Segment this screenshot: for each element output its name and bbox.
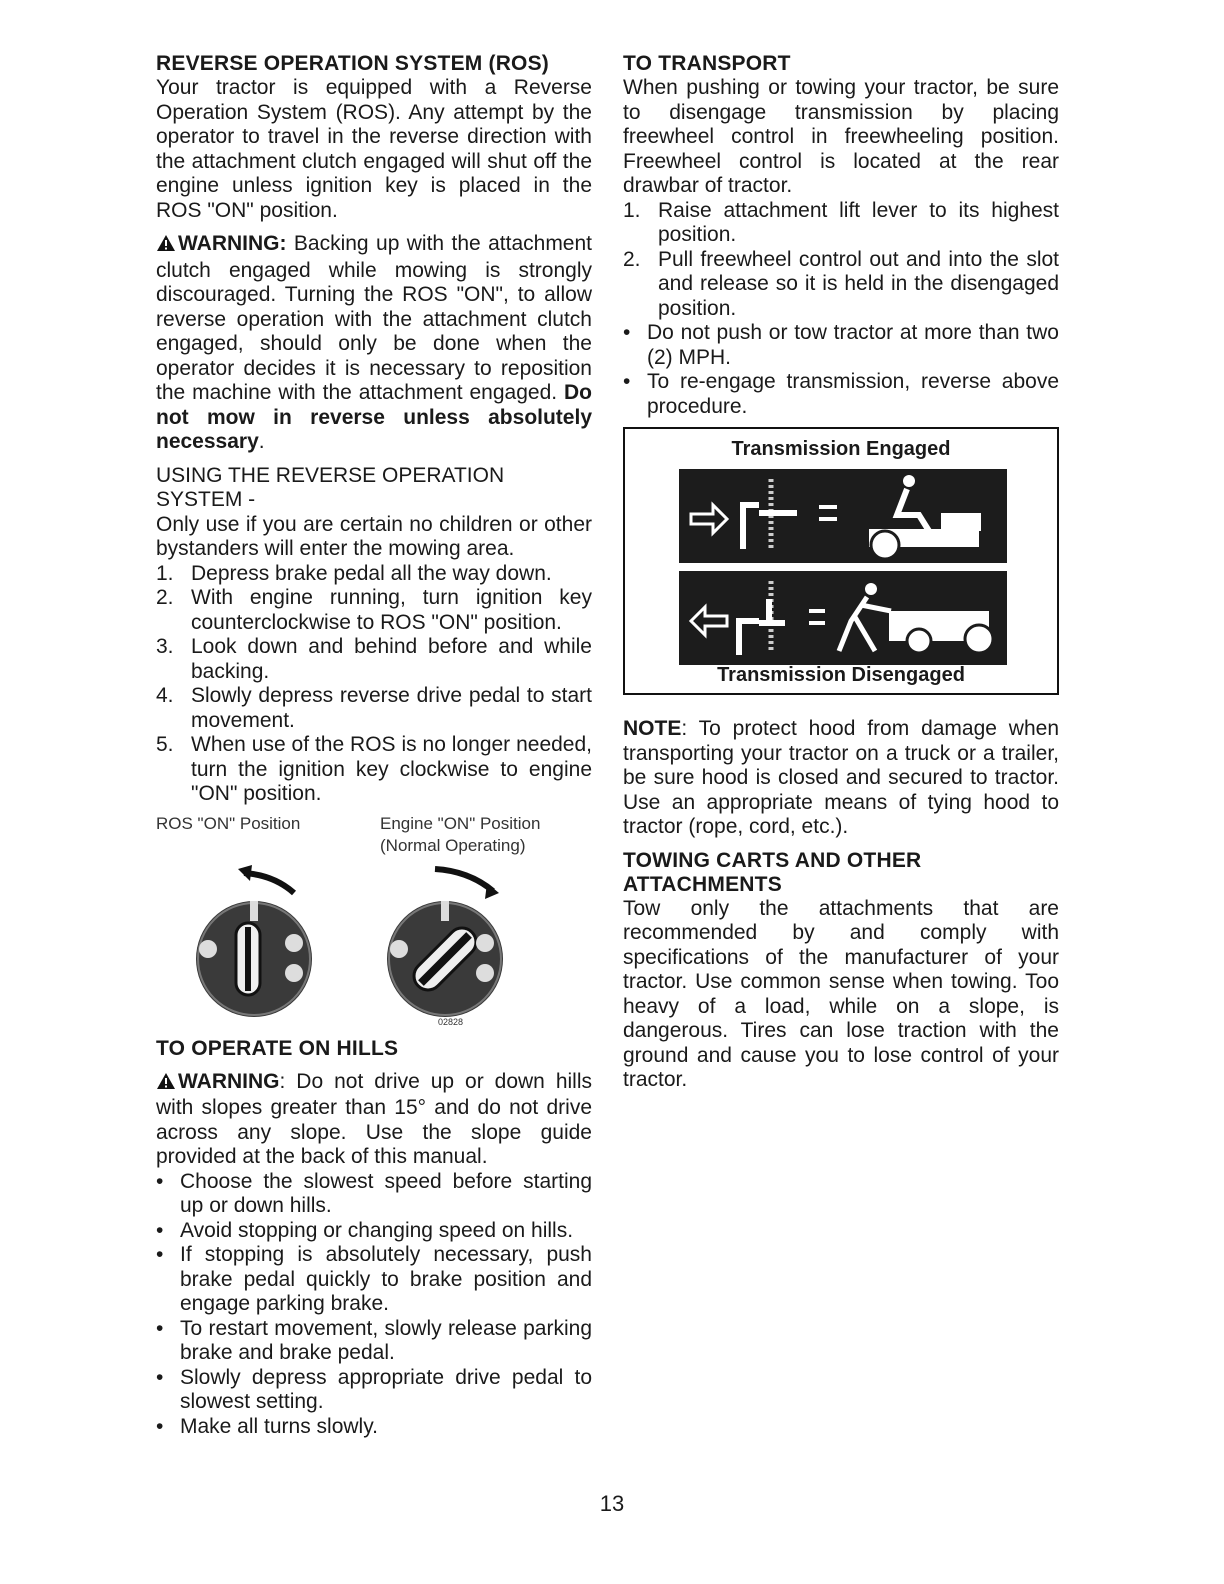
step-number: 3. <box>156 635 174 658</box>
figure-code: 02828 <box>438 1016 464 1027</box>
bullet-text: Avoid stopping or changing speed on hills. <box>180 1218 574 1242</box>
step-text: Slowly depress reverse drive pedal to start movement. <box>191 684 592 732</box>
transport-heading: TO TRANSPORT <box>623 52 791 75</box>
step-number: 5. <box>156 733 174 756</box>
list-item <box>623 199 1059 248</box>
using-ros-heading: USING THE REVERSE OPERATION SYSTEM - <box>156 463 505 511</box>
list-item <box>623 248 1059 322</box>
list-item <box>156 733 592 807</box>
ros-warning-label: WARNING: <box>178 232 287 255</box>
list-item <box>156 586 592 635</box>
hills-warning-text: : Do not drive up or down hills with slopes greater than 15° and do not drive across any slope. Use the slope guide provided at the back of this manual. <box>156 1069 592 1168</box>
bullet-text: To re-engage transmission, reverse above procedure. <box>647 370 1059 418</box>
bullet-text: Slowly depress appropriate drive pedal to slowest setting. <box>180 1365 592 1413</box>
step-text: When use of the ROS is no longer needed, turn the ignition key clockwise to engine "ON" position. <box>191 733 592 805</box>
ros-heading: REVERSE OPERATION SYSTEM (ROS) <box>156 52 549 75</box>
bullet-text: Do not push or tow tractor at more than two (2) MPH. <box>647 321 1059 369</box>
step-number: 4. <box>156 684 174 707</box>
list-item <box>156 684 592 733</box>
hills-warning <box>156 1070 592 1170</box>
transport-intro: When pushing or towing your tractor, be sure to disengage transmission by placing freewheel control in freewheeling position. Freewheel control is located at the rear drawbar of tractor. <box>623 76 1059 197</box>
bullet-text: To restart movement, slowly release parking brake and brake pedal. <box>180 1316 592 1364</box>
ros-intro: Your tractor is equipped with a Reverse Operation System (ROS). Any attempt by the operator to travel in the reverse direction with the attachment clutch engaged will shut off the engine unless ignition key is placed in the ROS "ON" position. <box>156 76 592 222</box>
hills-bullets <box>156 1170 592 1440</box>
transport-bullets <box>623 321 1059 419</box>
warning-triangle-icon <box>156 1072 176 1097</box>
ros-warning <box>156 232 592 455</box>
step-number: 1. <box>623 198 641 222</box>
transport-steps <box>623 199 1059 322</box>
ignition-dials-figure <box>156 861 592 1031</box>
list-item <box>156 562 592 587</box>
ros-warning-bold: Do not mow in reverse unless absolutely necessary <box>156 381 592 453</box>
step-text: With engine running, turn ignition key counterclockwise to ROS "ON" position. <box>191 586 592 634</box>
engine-on-ignition-dial-icon <box>381 861 511 1021</box>
transmission-engaged-icon <box>679 469 1007 563</box>
step-text: Pull freewheel control out and into the slot and release so it is held in the disengaged position. <box>658 247 1059 320</box>
list-item: • To restart movement, slowly release parking brake and brake pedal. <box>156 1316 592 1364</box>
list-item: • Choose the slowest speed before starting up or down hills. <box>156 1169 592 1217</box>
warning-triangle-icon <box>156 234 176 259</box>
ros-on-ignition-dial-icon <box>194 861 314 1021</box>
list-item: • To re-engage transmission, reverse above procedure. <box>623 370 1059 418</box>
towing-heading: TOWING CARTS AND OTHER ATTACHMENTS <box>623 848 922 896</box>
step-number: 1. <box>156 561 174 585</box>
note-label: NOTE <box>623 717 682 740</box>
transmission-engaged-panel <box>679 469 1007 563</box>
transmission-engaged-label: Transmission Engaged <box>731 438 951 460</box>
ros-warning-text: Backing up with the attachment clutch engaged while mowing is strongly discouraged. Turning the ROS "ON", to allow reverse operation with the attachment clutch engaged, should only be done when the operator decides it is necessary to reposition the machine with the attachment engaged. <box>156 232 592 404</box>
list-item: • Make all turns slowly. <box>156 1414 379 1438</box>
note-text: : To protect hood from damage when transporting your tractor on a truck or a trailer, be sure hood is closed and secured to tractor. Use an appropriate means of tying hood to tractor (rope, cord, etc.). <box>623 717 1059 838</box>
step-number: 2. <box>156 586 174 609</box>
list-item: • Do not push or tow tractor at more than two (2) MPH. <box>623 321 1059 369</box>
transmission-figure <box>623 427 1059 695</box>
transmission-disengaged-panel <box>679 571 1007 665</box>
hills-warning-label: WARNING <box>178 1069 280 1093</box>
list-item: • Slowly depress appropriate drive pedal to slowest setting. <box>156 1365 592 1413</box>
step-number: 2. <box>623 247 641 271</box>
engine-on-caption <box>380 813 540 857</box>
list-item: • Avoid stopping or changing speed on hills. <box>156 1218 574 1242</box>
transport-note <box>623 717 1059 840</box>
towing-text: Tow only the attachments that are recommended by and comply with specifications of the manufacturer of your tractor. Use common sense when towing. Too heavy of a load, while on a slope, is dangerous. Tires can lose traction with the ground and cause you to lose control of your tractor. <box>623 896 1059 1091</box>
using-ros-intro: Only use if you are certain no children or other bystanders will enter the mowing area. <box>156 512 592 560</box>
engine-on-caption-line2: (Normal Operating) <box>380 835 526 855</box>
hills-heading: TO OPERATE ON HILLS <box>156 1036 399 1060</box>
bullet-text: Choose the slowest speed before starting up or down hills. <box>180 1169 592 1217</box>
ros-steps <box>156 562 592 807</box>
ros-on-caption: ROS "ON" Position <box>156 813 301 833</box>
engine-on-caption-line1: Engine "ON" Position <box>380 813 541 833</box>
bullet-text: Make all turns slowly. <box>180 1414 379 1438</box>
transmission-disengaged-label: Transmission Disengaged <box>717 664 965 686</box>
ignition-captions <box>156 813 592 861</box>
list-item <box>156 635 592 684</box>
left-column <box>156 52 592 1439</box>
transmission-disengaged-icon <box>679 571 1007 665</box>
step-text: Depress brake pedal all the way down. <box>191 561 552 585</box>
step-text: Look down and behind before and while backing. <box>191 635 592 683</box>
ros-warning-end: . <box>258 430 265 453</box>
bullet-text: If stopping is absolutely necessary, push brake pedal quickly to brake position and engage parking brake. <box>180 1243 592 1315</box>
step-text: Raise attachment lift lever to its highest position. <box>658 198 1059 246</box>
page-number: 13 <box>599 1491 625 1516</box>
list-item: • If stopping is absolutely necessary, push brake pedal quickly to brake position and engage parking brake. <box>156 1243 592 1315</box>
right-column <box>623 52 1059 1093</box>
